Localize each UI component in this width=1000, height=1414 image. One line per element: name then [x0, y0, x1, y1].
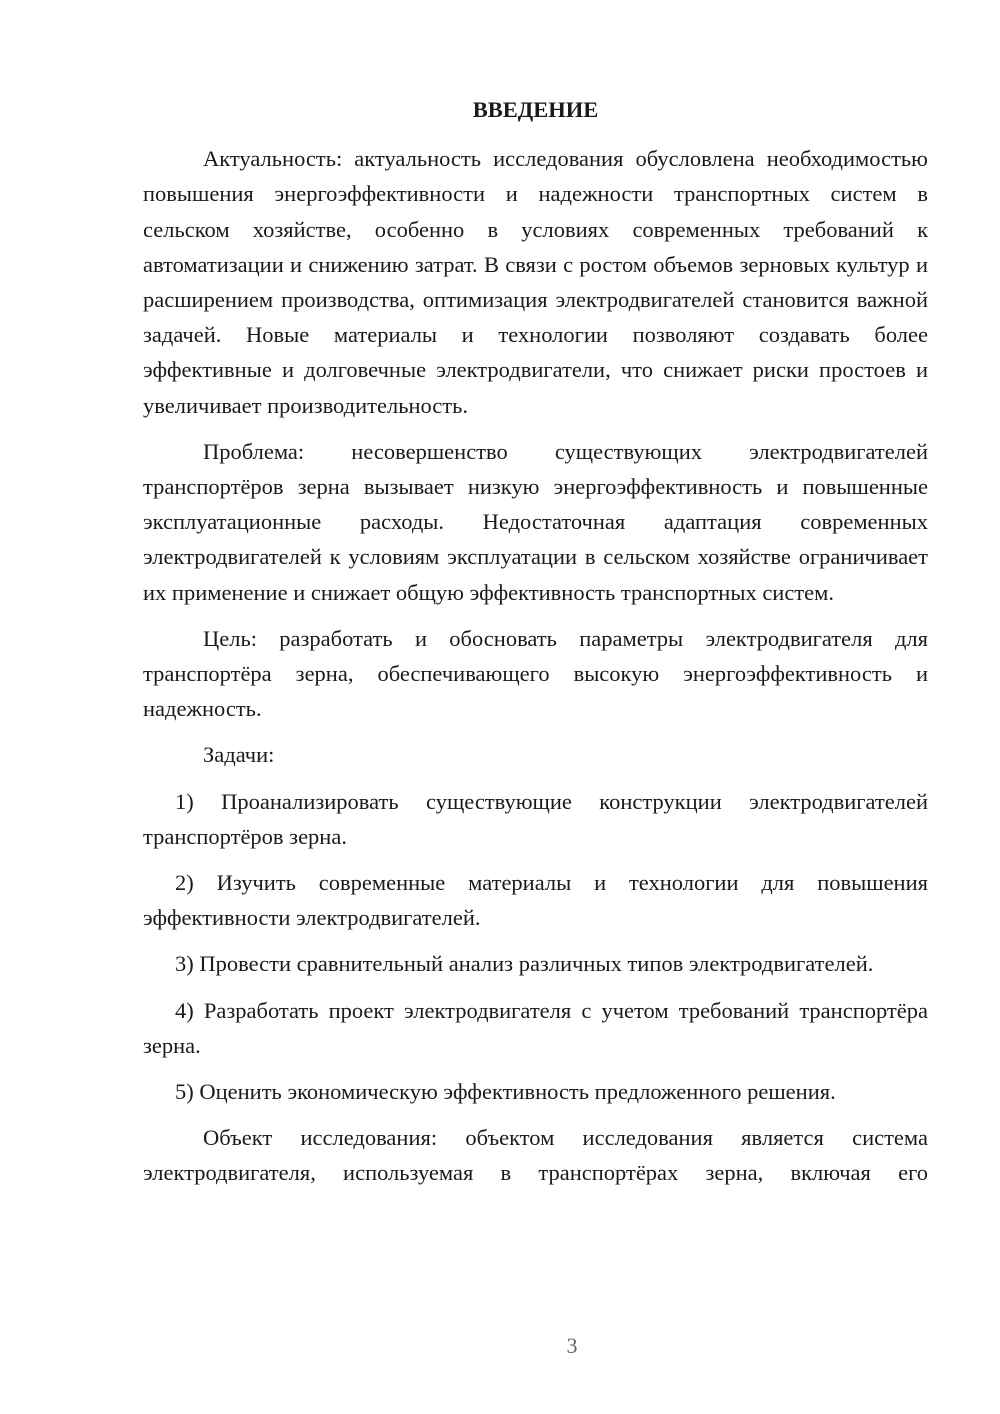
task-item-2: 2) Изучить современные материалы и технологии для повышения эффективности электродвигателей.	[143, 870, 928, 931]
page-number: 3	[566, 1333, 578, 1358]
task-item-3: 3) Провести сравнительный анализ различных типов электродвигателей.	[175, 951, 874, 977]
object-paragraph: Объект исследования: объектом исследования является система электродвигателя, используемая в транспортёрах зерна, включая его	[143, 1125, 928, 1186]
relevance-paragraph: Актуальность: актуальность исследования обусловлена необходимостью повышения энергоэффективности и надежности транспортных систем в сельском хозяйстве, особенно в условиях современных требований к автоматизации и снижению затрат. В связи с ростом объемов зерновых культур и расширением производства, оптимизация электродвигателей становится важной задачей. Новые материалы и технологии позволяют создавать более эффективные и долговечные электродвигатели, что снижает риски простоев и увеличивает производительность.	[143, 146, 928, 418]
document-body	[143, 92, 928, 1202]
task-item-5: 5) Оценить экономическую эффективность предложенного решения.	[175, 1079, 836, 1105]
goal-paragraph: Цель: разработать и обосновать параметры электродвигателя для транспортёра зерна, обеспечивающего высокую энергоэффективность и надежность.	[143, 625, 928, 722]
task-item-4: 4) Разработать проект электродвигателя с учетом требований транспортёра зерна.	[143, 997, 928, 1058]
tasks-heading: Задачи:	[203, 742, 275, 768]
problem-paragraph: Проблема: несовершенство существующих электродвигателей транспортёров зерна вызывает низкую энергоэффективность и повышенные эксплуатационные расходы. Недостаточная адаптация современных электродвигателей к условиям эксплуатации в сельском хозяйстве ограничивает их применение и снижает общую эффективность транспортных систем.	[143, 438, 928, 605]
section-title: ВВЕДЕНИЕ	[472, 97, 599, 122]
task-item-1: 1) Проанализировать существующие конструкции электродвигателей транспортёров зерна.	[143, 788, 928, 849]
